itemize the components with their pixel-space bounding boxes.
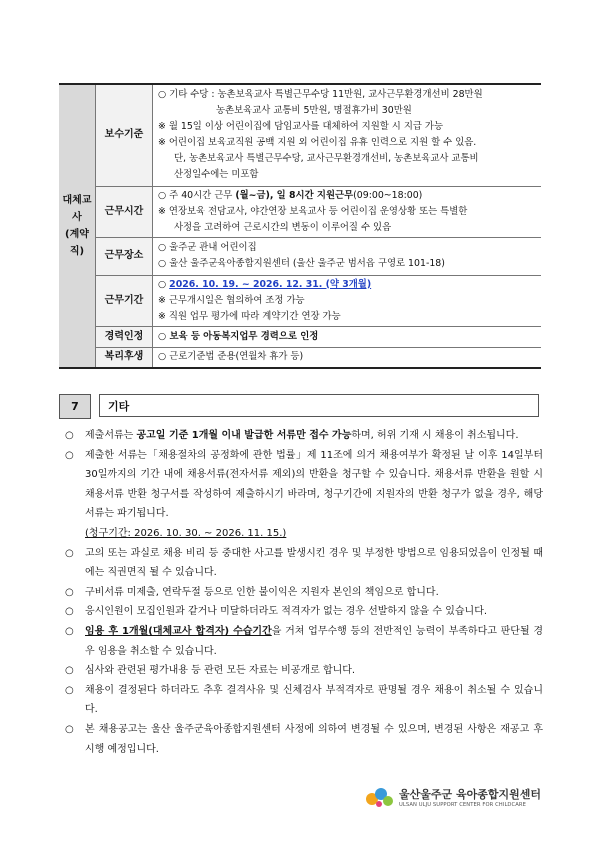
row-label: 경력인정 [96,326,153,347]
content-line: ○ 2026. 10. 19. ~ 2026. 12. 31. (약 3개월) [158,278,372,290]
career-content: ○ 보육 등 아동복지업무 경력으로 인정 [153,326,542,347]
section-header [59,394,541,419]
logo-english-text: ULSAN ULJU SUPPORT CENTER FOR CHILDCARE [399,802,526,808]
claim-period: (청구기간: 2026. 10. 30. ~ 2026. 11. 15.) [85,527,287,539]
category-label: 대체교사 (계약직) [62,195,92,257]
content-line: 단, 농촌보육교사 특별근무수당, 교사근무환경개선비, 농촌보육교사 교통비 [174,153,479,165]
content-line: 농촌보육교사 교통비 5만원, 명절휴가비 30만원 [216,105,412,117]
content-line: 산정일수에는 미포함 [174,169,259,181]
salary-content [153,84,542,186]
list-item: ○ 응시인원이 모집인원과 같거나 미달하더라도 적격자가 없는 경우 선발하지 않을 수 있습니다. [65,606,488,618]
content-line: ※ 어린이집 보육교직원 공백 지원 외 어린이집 유휴 인력으로 지원 할 수 있음. [158,137,477,149]
row-label: 근무장소 [96,237,153,275]
work-period-content [153,275,542,326]
content-line: ○ 울산 울주군육아종합지원센터 (울산 울주군 범서읍 구영로 101-18) [158,258,445,269]
content-line: ※ 근무개시일은 협의하여 조정 가능 [158,294,305,306]
list-item: ○ 본 채용공고는 울산 울주군육아종합지원센터 사정에 의하여 변경될 수 있으며, 변경된 사항은 재공고 후 시행 예정입니다. [65,723,543,755]
notes-list [65,426,543,759]
row-label: 보수기준 [96,84,153,186]
job-conditions-table [59,83,541,369]
work-place-content [153,237,542,275]
center-logo [365,785,545,813]
category-cell [59,84,96,368]
content-line: ○ 울주군 관내 어린이집 [158,242,257,253]
content-line: ※ 월 15일 이상 어린이집에 담임교사를 대체하여 지원할 시 지급 가능 [158,121,444,133]
logo-korean-text: 울산울주군 육아종합지원센터 [399,788,541,801]
period-text: 2026. 10. 19. ~ 2026. 12. 31. (약 3개월) [169,278,372,290]
section-title: 기타 [99,394,539,417]
content-line: ○ 주 40시간 근무 (월~금), 일 8시간 지원근무(09:00~18:00) [158,189,423,201]
welfare-content: ○ 근로기준법 준용(연월차 휴가 등) [153,347,542,368]
content-line: ※ 직원 업무 평가에 따라 계약기간 연장 가능 [158,310,341,322]
list-item: ○ 채용이 결정된다 하더라도 추후 결격사유 및 신체검사 부적격자로 판명될 경우 채용이 취소될 수 있습니다. [65,684,543,716]
list-item: ○ 구비서류 미제출, 연락두절 등으로 인한 불이익은 지원자 본인의 책임으로 합니다. [65,586,439,598]
list-item: ○ 심사와 관련된 평가내용 등 관련 모든 자료는 비공개로 합니다. [65,665,356,677]
list-item: ○ 제출한 서류는「채용절차의 공정화에 관한 법률」제 11조에 의거 채용여부가 확정된 날 이후 14일부터 30일까지의 기간 내에 채용서류(전자서류 제외)의 반환을 청구할 수 있습니다. 채용서류 반환을 원할 시 채용서류 반환 청구서를 작성하여 제출하시기 바라며, 청구기간에 지원자의 반환 청구가 없을 경우, 해당 서류는 파기됩니다. [65,449,543,520]
work-hours-content [153,186,542,237]
list-item: ○ 임용 후 1개월(대체교사 합격자) 수습기간을 거쳐 업무수행 등의 전반적인 능력이 부족하다고 판단될 경우 임용을 취소할 수 있습니다. [65,625,543,657]
section-number: 7 [59,394,91,419]
content-line: 사정을 고려하여 근로시간의 변동이 이루어질 수 있음 [174,221,392,233]
content-line: ※ 연장보육 전담교사, 야간연장 보육교사 등 어린이집 운영상황 또는 특별한 [158,205,468,217]
content-line: ○ 기타 수당 : 농촌보육교사 특별근무수당 11만원, 교사근무환경개선비 28만원 [158,89,483,101]
list-item: ○ 고의 또는 과실로 채용 비리 등 중대한 사고를 발생시킨 경우 및 부정한 방법으로 임용되었음이 인정될 때에는 직권면직 될 수 있습니다. [65,547,543,579]
row-label: 복리후생 [96,347,153,368]
logo-icon [365,785,395,811]
row-label: 근무기간 [96,275,153,326]
list-item: ○ 제출서류는 공고일 기준 1개월 이내 발급한 서류만 접수 가능하며, 허위 기재 시 채용이 취소됩니다. [65,430,519,441]
row-label: 근무시간 [96,186,153,237]
